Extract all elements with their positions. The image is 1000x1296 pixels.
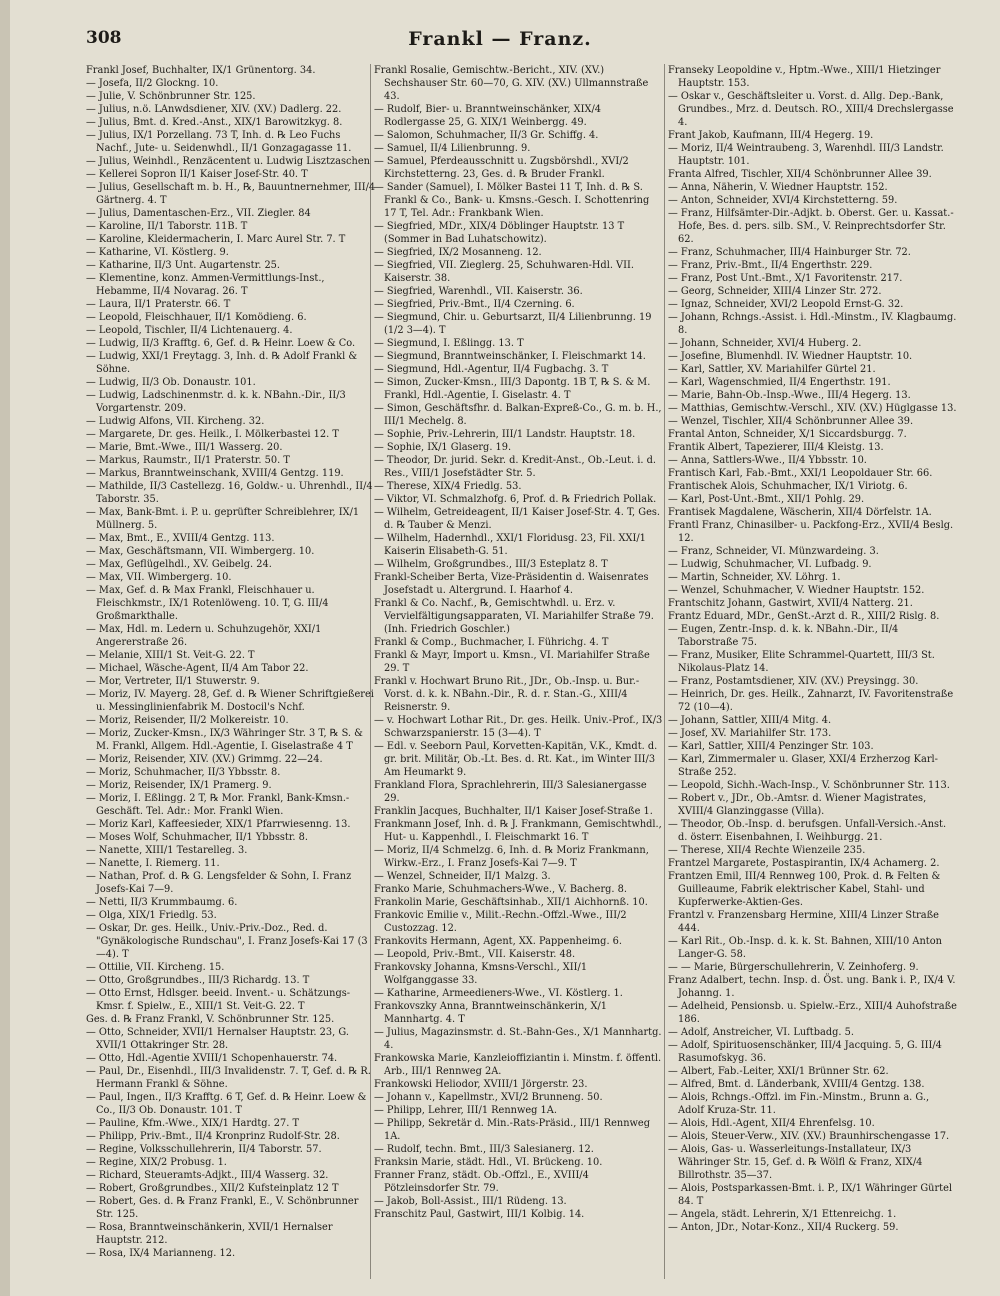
- directory-entry: — Kellerei Sopron II/1 Kaiser Josef-Str. 40. T: [86, 169, 308, 180]
- entry-list: [86, 64, 376, 1260]
- directory-entry: — Karl, Post-Unt.-Bmt., XII/1 Pohlg. 29.: [668, 494, 865, 505]
- directory-entry: — Moriz Karl, Kaffeesieder, XIX/1 Pfarrwiesenng. 13.: [86, 819, 351, 830]
- directory-entry: — Nanette, I. Riemerg. 11.: [86, 858, 220, 869]
- directory-entry: — Moriz, IV. Mayerg. 28, Gef. d. ℞ Wiener Schriftgießerei u. Messinglinienfabrik M. Dostocil's Nchf.: [86, 689, 374, 713]
- directory-entry: — Sophie, Priv.-Lehrerin, III/1 Landstr. Hauptstr. 18.: [374, 429, 636, 440]
- directory-entry: — Michael, Wäsche-Agent, II/4 Am Tabor 22.: [86, 663, 309, 674]
- directory-entry: Frankland Flora, Sprachlehrerin, III/3 Salesianergasse 29.: [374, 780, 647, 804]
- directory-entry: — Katharine, II/3 Unt. Augartenstr. 25.: [86, 260, 281, 271]
- directory-entry: — Melanie, XIII/1 St. Veit-G. 22. T: [86, 650, 255, 661]
- directory-entry: — Julie, V. Schönbrunner Str. 125.: [86, 91, 256, 102]
- page-header: [0, 28, 1000, 58]
- directory-entry: Franta Alfred, Tischler, XII/4 Schönbrunner Allee 39.: [668, 169, 932, 180]
- directory-entry: — Margarete, Dr. ges. Heilk., I. Mölkerbastei 12. T: [86, 429, 339, 440]
- directory-entry: Frantisek Magdalene, Wäscherin, XII/4 Dörfelstr. 1A.: [668, 507, 932, 518]
- directory-entry: Frankowska Marie, Kanzleioffiziantin i. Minstm. f. öffentl. Arb., III/1 Rennweg 2A.: [374, 1053, 662, 1077]
- directory-entry: — Anna, Näherin, V. Wiedner Hauptstr. 152.: [668, 182, 888, 193]
- directory-entry: — Leopold, Tischler, II/4 Lichtenauerg. 4.: [86, 325, 293, 336]
- directory-entry: — Georg, Schneider, XIII/4 Linzer Str. 272.: [668, 286, 882, 297]
- directory-entry: — Karl, Sattler, XIII/4 Penzinger Str. 103.: [668, 741, 874, 752]
- directory-entry: Franschitz Paul, Gastwirt, III/1 Kolbig. 14.: [374, 1209, 585, 1220]
- directory-entry: — Regine, XIX/2 Probusg. 1.: [86, 1157, 227, 1168]
- directory-entry: — Johann v., Kapellmstr., XVI/2 Brunneng. 50.: [374, 1092, 603, 1103]
- directory-entry: — Markus, Raumstr., II/1 Praterstr. 50. T: [86, 455, 290, 466]
- directory-entry: — Leopold, Fleischhauer, II/1 Komödieng. 6.: [86, 312, 307, 323]
- directory-entry: — Siegmund, I. Eßlingg. 13. T: [374, 338, 524, 349]
- directory-entry: — Johann, Sattler, XIII/4 Mitg. 4.: [668, 715, 832, 726]
- entry-list: [668, 64, 958, 1234]
- directory-entry: — Richard, Steueramts-Adjkt., III/4 Wasserg. 32.: [86, 1170, 329, 1181]
- directory-entry: — Philipp, Priv.-Bmt., II/4 Kronprinz Rudolf-Str. 28.: [86, 1131, 340, 1142]
- directory-entry: — Ludwig, II/3 Ob. Donaustr. 101.: [86, 377, 256, 388]
- directory-entry: — Julius, Weinhdl., Renzäcentent u. Ludwig Lisztzaschen: [86, 156, 370, 167]
- directory-entry: Frankl v. Hochwart Bruno Rit., JDr., Ob.-Insp. u. Bur.-Vorst. d. k. k. NBahn.-Dir., R. d. r. Stan.-G., XIII/4 Reisnerstr. 9.: [374, 676, 640, 713]
- directory-entry: — Otto, Schneider, XVII/1 Hernalser Hauptstr. 23, G. XVII/1 Ottakringer Str. 28.: [86, 1027, 349, 1051]
- directory-entry: — Franz, Schneider, VI. Münzwardeing. 3.: [668, 546, 879, 557]
- directory-entry: — Robert, Ges. d. ℞ Franz Frankl, E., V. Schönbrunner Str. 125.: [86, 1196, 359, 1220]
- directory-entry: Frankmann Josef, Inh. d. ℞ J. Frankmann, Gemischtwhdl., Hut- u. Kappenhdl., I. Fleischmarkt 16. T: [374, 819, 662, 843]
- directory-entry: — Moriz, Schuhmacher, II/3 Ybbsstr. 8.: [86, 767, 281, 778]
- directory-entry: Frantik Albert, Tapezierer, III/4 Kleistg. 13.: [668, 442, 884, 453]
- directory-entry: — Regine, Volksschullehrerin, II/4 Taborstr. 57.: [86, 1144, 322, 1155]
- directory-entry: Frankovsky Johanna, Kmsns-Verschl., XII/1 Wolfganggasse 33.: [374, 962, 588, 986]
- directory-entry: — Otto, Großgrundbes., III/3 Richardg. 13. T: [86, 975, 310, 986]
- directory-entry: — Siegfried, VII. Zieglerg. 25, Schuhwaren-Hdl. VII. Kaiserstr. 38.: [374, 260, 634, 284]
- directory-entry: — Ignaz, Schneider, XVI/2 Leopold Ernst-G. 32.: [668, 299, 904, 310]
- directory-entry: — Julius, Bmt. d. Kred.-Anst., XIX/1 Barowitzkyg. 8.: [86, 117, 343, 128]
- directory-entry: — Karl, Wagenschmied, II/4 Engerthstr. 191.: [668, 377, 891, 388]
- directory-entry: — Adolf, Spirituosenschänker, III/4 Jacquing. 5, G. III/4 Rasumofskyg. 36.: [668, 1040, 942, 1064]
- directory-entry: — Mor, Vertreter, II/1 Stuwerstr. 9.: [86, 676, 260, 687]
- directory-entry: — Viktor, VI. Schmalzhofg. 6, Prof. d. ℞ Friedrich Pollak.: [374, 494, 657, 505]
- directory-entry: Frankl & Comp., Buchmacher, I. Führichg. 4. T: [374, 637, 609, 648]
- directory-entry: Frantzel Margarete, Postaspirantin, IX/4 Achamerg. 2.: [668, 858, 940, 869]
- directory-entry: — Theodor, Dr. jurid. Sekr. d. Kredit-Anst., Ob.-Leut. i. d. Res., VIII/1 Josefstädter Str. 5.: [374, 455, 656, 479]
- directory-entry: Franz Adalbert, techn. Insp. d. Öst. ung. Bank i. P., IX/4 V. Johanng. 1.: [668, 975, 956, 999]
- directory-entry: Franseky Leopoldine v., Hptm.-Wwe., XIII/1 Hietzinger Hauptstr. 153.: [668, 65, 941, 89]
- directory-entry: — Max, Geschäftsmann, VII. Wimbergerg. 10.: [86, 546, 315, 557]
- directory-entry: Frankowski Heliodor, XVIII/1 Jörgerstr. 23.: [374, 1079, 588, 1090]
- column-divider: [664, 64, 665, 1279]
- directory-entry: Frankolin Marie, Geschäftsinhab., XII/1 Aichhornß. 10.: [374, 897, 648, 908]
- directory-entry: — Ludwig, Ladschinenmstr. d. k. k. NBahn.-Dir., II/3 Vorgartenstr. 209.: [86, 390, 346, 414]
- directory-entry: — Julius, Magazinsmstr. d. St.-Bahn-Ges., X/1 Mannhartg. 4.: [374, 1027, 662, 1051]
- directory-entry: — Wenzel, Schuhmacher, V. Wiedner Hauptstr. 152.: [668, 585, 925, 596]
- directory-entry: — Ludwig Alfons, VII. Kircheng. 32.: [86, 416, 265, 427]
- directory-entry: — Moriz, Reisender, II/2 Molkereistr. 10.: [86, 715, 289, 726]
- directory-entry: — Siegfried, MDr., XIX/4 Döblinger Hauptstr. 13 T (Sommer in Bad Luhatschowitz).: [374, 221, 625, 245]
- directory-entry: — Leopold, Priv.-Bmt., VII. Kaiserstr. 48.: [374, 949, 576, 960]
- directory-entry: — Paul, Ingen., II/3 Krafftg. 6 T, Gef. d. ℞ Heinr. Loew & Co., II/3 Ob. Donaustr. 101. T: [86, 1092, 367, 1116]
- directory-entry: — Siegfried, IX/2 Mosanneng. 12.: [374, 247, 542, 258]
- directory-entry: — Marie, Bmt.-Wwe., III/1 Wasserg. 20.: [86, 442, 283, 453]
- directory-entry: — Salomon, Schuhmacher, II/3 Gr. Schiffg. 4.: [374, 130, 599, 141]
- directory-entry: — Johann, Rchngs.-Assist. i. Hdl.-Minstm., IV. Klagbaumg. 8.: [668, 312, 957, 336]
- directory-entry: — Moriz, II/4 Schmelzg. 6, Inh. d. ℞ Moriz Frankmann, Wirkw.-Erz., I. Franz Josefs-Kai 7—9. T: [374, 845, 649, 869]
- directory-entry: — Jakob, Boll-Assist., III/1 Rüdeng. 13.: [374, 1196, 567, 1207]
- directory-entry: — Alois, Gas- u. Wasserleitungs-Installateur, IX/3 Währinger Str. 15, Gef. d. ℞ Wölfl & Franz, XIX/4 Billrothstr. 35—37.: [668, 1144, 923, 1181]
- directory-entry: — Pauline, Kfm.-Wwe., XIX/1 Hardtg. 27. T: [86, 1118, 300, 1129]
- directory-entry: Frankovits Hermann, Agent, XX. Pappenheimg. 6.: [374, 936, 623, 947]
- page-edge-shadow: [0, 0, 10, 1296]
- directory-entry: — Franz, Musiker, Elite Schrammel-Quartett, III/3 St. Nikolaus-Platz 14.: [668, 650, 935, 674]
- directory-entry: — Rudolf, Bier- u. Branntweinschänker, XIX/4 Rodlergasse 25, G. XIX/1 Weinbergg. 49.: [374, 104, 601, 128]
- directory-entry: — Rosa, IX/4 Marianneng. 12.: [86, 1248, 236, 1259]
- directory-entry: — Josefa, II/2 Glockng. 10.: [86, 78, 219, 89]
- directory-entry: — Therese, XII/4 Rechte Wienzeile 235.: [668, 845, 866, 856]
- directory-entry: Ges. d. ℞ Franz Frankl, V. Schönbrunner Str. 125.: [86, 1014, 335, 1025]
- page-number: 308: [86, 28, 122, 48]
- column-1: [86, 64, 376, 1279]
- directory-entry: — Katharine, VI. Köstlerg. 9.: [86, 247, 229, 258]
- directory-entry: — Franz, Priv.-Bmt., II/4 Engerthstr. 229.: [668, 260, 873, 271]
- directory-entry: — Wenzel, Schneider, II/1 Malzg. 3.: [374, 871, 551, 882]
- directory-entry: Frankl Josef, Buchhalter, IX/1 Grünentorg. 34.: [86, 65, 316, 76]
- directory-entry: — Karoline, Kleidermacherin, I. Marc Aurel Str. 7. T: [86, 234, 346, 245]
- directory-entry: — Johann, Schneider, XVI/4 Huberg. 2.: [668, 338, 862, 349]
- directory-entry: — Anna, Sattlers-Wwe., II/4 Ybbsstr. 10.: [668, 455, 867, 466]
- directory-entry: — Ludwig, II/3 Krafftg. 6, Gef. d. ℞ Heinr. Loew & Co.: [86, 338, 356, 349]
- entry-list: [374, 64, 664, 1221]
- directory-entry: Frankl & Co. Nachf., ℞, Gemischtwhdl. u. Erz. v. Vervielfältigungsapparaten, VI. Mariahilfer Straße 79. (Inh. Friedrich Goschler.): [374, 598, 654, 635]
- directory-entry: — Angela, städt. Lehrerin, X/1 Ettenreichg. 1.: [668, 1209, 897, 1220]
- directory-entry: — Otto, Hdl.-Agentie XVIII/1 Schopenhauerstr. 74.: [86, 1053, 338, 1064]
- directory-entry: — Philipp, Sekretär d. Min.-Rats-Präsid., III/1 Rennweg 1A.: [374, 1118, 650, 1142]
- directory-entry: — Otto Ernst, Hdlsger. beeid. Invent.- u. Schätzungs-Kmsr. f. Spielw., E., XIII/1 St. Veit-G. 22. T: [86, 988, 351, 1012]
- directory-entry: — Max, VII. Wimbergerg. 10.: [86, 572, 232, 583]
- directory-entry: — Wilhelm, Hadernhdl., XXI/1 Floridusg. 23, Fil. XXI/1 Kaiserin Elisabeth-G. 51.: [374, 533, 646, 557]
- directory-entry: — Karl, Sattler, XV. Mariahilfer Gürtel 21.: [668, 364, 876, 375]
- running-head: Frankl — Franz.: [408, 28, 592, 50]
- directory-entry: — Anton, JDr., Notar-Konz., XII/4 Ruckerg. 59.: [668, 1222, 899, 1233]
- directory-entry: — Matthias, Gemischtw.-Verschl., XIV. (XV.) Hüglgasse 13.: [668, 403, 957, 414]
- directory-entry: — Wenzel, Tischler, XII/4 Schönbrunner Allee 39.: [668, 416, 914, 427]
- directory-entry: — Julius, Gesellschaft m. b. H., ℞, Bauuntnernehmer, III/4 Gärtnerg. 4. T: [86, 182, 376, 206]
- directory-entry: — Eugen, Zentr.-Insp. d. k. k. NBahn.-Dir., II/4 Taborstraße 75.: [668, 624, 899, 648]
- directory-entry: Frantzen Emil, III/4 Rennweg 100, Prok. d. ℞ Felten & Guilleaume, Fabrik elektrischer Kabel, Stahl- und Kupferwerke-Aktien-Ges.: [668, 871, 941, 908]
- directory-entry: — Sander (Samuel), I. Mölker Bastei 11 T, Inh. d. ℞ S. Frankl & Co., Bank- u. Kmsns.-Gesch. I. Schottenring 17 T, Tel. Adr.: Frankbank Wien.: [374, 182, 650, 219]
- directory-entry: — Netti, II/3 Krummbaumg. 6.: [86, 897, 238, 908]
- directory-entry: — Alois, Hdl.-Agent, XII/4 Ehrenfelsg. 10.: [668, 1118, 875, 1129]
- directory-entry: — Katharine, Armeedieners-Wwe., VI. Köstlerg. 1.: [374, 988, 623, 999]
- directory-entry: — Moses Wolf, Schuhmacher, II/1 Ybbsstr. 8.: [86, 832, 309, 843]
- directory-entry: — Franz, Postamtsdiener, XIV. (XV.) Preysingg. 30.: [668, 676, 919, 687]
- directory-entry: — Sophie, IX/1 Glaserg. 19.: [374, 442, 512, 453]
- directory-entry: Frantischek Alois, Schuhmacher, IX/1 Viriotg. 6.: [668, 481, 908, 492]
- directory-entry: — Siegmund, Hdl.-Agentur, II/4 Fugbachg. 3. T: [374, 364, 609, 375]
- directory-entry: — Martin, Schneider, XV. Löhrg. 1.: [668, 572, 841, 583]
- directory-entry: — Marie, Bahn-Ob.-Insp.-Wwe., III/4 Hegerg. 13.: [668, 390, 911, 401]
- directory-entry: — Theodor, Ob.-Insp. d. berufsgen. Unfall-Versich.-Anst. d. österr. Eisenbahnen, I. Weihburgg. 21.: [668, 819, 947, 843]
- directory-entry: — Mathilde, II/3 Castellezg. 16, Goldw.- u. Uhrenhdl., II/4 Taborstr. 35.: [86, 481, 373, 505]
- directory-entry: — Karl Rit., Ob.-Insp. d. k. k. St. Bahnen, XIII/10 Anton Langer-G. 58.: [668, 936, 942, 960]
- directory-entry: — Oskar v., Geschäftsleiter u. Vorst. d. Allg. Dep.-Bank, Grundbes., Mrz. d. Deutsch. RO., XIII/4 Drechslergasse 4.: [668, 91, 954, 128]
- directory-entry: — Nathan, Prof. d. ℞ G. Lengsfelder & Sohn, I. Franz Josefs-Kai 7—9.: [86, 871, 352, 895]
- directory-entry: — Karl, Zimmermaler u. Glaser, XXI/4 Erzherzog Karl-Straße 252.: [668, 754, 938, 778]
- directory-entry: — Franz, Post Unt.-Bmt., X/1 Favoritenstr. 217.: [668, 273, 903, 284]
- directory-entry: — Markus, Branntweinschank, XVIII/4 Gentzg. 119.: [86, 468, 344, 479]
- directory-entry: Franklin Jacques, Buchhalter, II/1 Kaiser Josef-Straße 1.: [374, 806, 653, 817]
- directory-entry: — Leopold, Sichh.-Wach-Insp., V. Schönbrunner Str. 113.: [668, 780, 950, 791]
- directory-entry: — Wilhelm, Getreideagent, II/1 Kaiser Josef-Str. 4. T, Ges. d. ℞ Tauber & Menzi.: [374, 507, 661, 531]
- directory-entry: — Franz, Schuhmacher, III/4 Hainburger Str. 72.: [668, 247, 911, 258]
- directory-entry: — Wilhelm, Großgrundbes., III/3 Esteplatz 8. T: [374, 559, 608, 570]
- directory-entry: — Edl. v. Seeborn Paul, Korvetten-Kapitän, V.K., Kmdt. d. gr. brit. Militär, Ob.-Lt. Bes. d. Rt. Kat., im Winter III/3 Am Heumarkt 9.: [374, 741, 658, 778]
- directory-entry: — Alois, Steuer-Verw., XIV. (XV.) Braunhirschengasse 17.: [668, 1131, 950, 1142]
- directory-entry: — Alois, Postsparkassen-Bmt. i. P., IX/1 Währinger Gürtel 84. T: [668, 1183, 953, 1207]
- directory-entry: — Siegfried, Priv.-Bmt., II/4 Czerning. 6.: [374, 299, 575, 310]
- directory-entry: — Simon, Zucker-Kmsn., III/3 Dapontg. 1B T, ℞ S. & M. Frankl, Hdl.-Agentie, I. Giselastr. 4. T: [374, 377, 651, 401]
- column-2: [374, 64, 664, 1279]
- directory-entry: — Josef, XV. Mariahilfer Str. 173.: [668, 728, 832, 739]
- directory-entry: — Simon, Geschäftsfhr. d. Balkan-Expreß-Co., G. m. b. H., III/1 Mechelg. 8.: [374, 403, 662, 427]
- directory-entry: — Siegmund, Chir. u. Geburtsarzt, II/4 Lilienbrunng. 19 (1/2 3—4). T: [374, 312, 652, 336]
- directory-entry: — Adelheid, Pensionsb. u. Spielw.-Erz., XIII/4 Auhofstraße 186.: [668, 1001, 957, 1025]
- directory-entry: — Julius, Damentaschen-Erz., VII. Ziegler. 84: [86, 208, 311, 219]
- directory-entry: Franko Marie, Schuhmachers-Wwe., V. Bacherg. 8.: [374, 884, 627, 895]
- directory-entry: — Franz, Hilfsämter-Dir.-Adjkt. b. Oberst. Ger. u. Kassat.-Hofe, Bes. d. pers. silb. SM., V. Reinprechtsdorfer Str. 62.: [668, 208, 954, 245]
- directory-entry: Frantisch Karl, Fab.-Bmt., XXI/1 Leopoldauer Str. 66.: [668, 468, 933, 479]
- directory-entry: — Adolf, Anstreicher, VI. Luftbadg. 5.: [668, 1027, 854, 1038]
- directory-entry: Frankovic Emilie v., Milit.-Rechn.-Offzl.-Wwe., III/2 Custozzag. 12.: [374, 910, 627, 934]
- directory-entry: — Max, Bank-Bmt. i. P. u. geprüfter Schreiblehrer, IX/1 Müllnerg. 5.: [86, 507, 360, 531]
- directory-entry: — Laura, II/1 Praterstr. 66. T: [86, 299, 231, 310]
- directory-entry: — Rudolf, techn. Bmt., III/3 Salesianerg. 12.: [374, 1144, 594, 1155]
- directory-entry: — Moriz, Reisender, XIV. (XV.) Grimmg. 22—24.: [86, 754, 323, 765]
- directory-entry: Frantal Anton, Schneider, X/1 Siccardsburgg. 7.: [668, 429, 907, 440]
- directory-entry: Frantschitz Johann, Gastwirt, XVII/4 Natterg. 21.: [668, 598, 913, 609]
- directory-entry: Frankl Rosalie, Gemischtw.-Bericht., XIV. (XV.) Sechshauser Str. 60—70, G. XIV. (XV.) Ullmannstraße 43.: [374, 65, 649, 102]
- directory-entry: Frantl Franz, Chinasilber- u. Packfong-Erz., XVII/4 Beslg. 12.: [668, 520, 954, 544]
- directory-entry: — v. Hochwart Lothar Rit., Dr. ges. Heilk. Univ.-Prof., IX/3 Schwarzspanierstr. 15 (3—4). T: [374, 715, 663, 739]
- directory-entry: — Karoline, II/1 Taborstr. 11B. T: [86, 221, 248, 232]
- directory-entry: — Paul, Dr., Eisenhdl., III/3 Invalidenstr. 7. T, Gef. d. ℞ R. Hermann Frankl & Söhne.: [86, 1066, 371, 1090]
- directory-entry: — Therese, XIX/4 Friedlg. 53.: [374, 481, 522, 492]
- directory-entry: — Siegmund, Branntweinschänker, I. Fleischmarkt 14.: [374, 351, 646, 362]
- directory-entry: — Moriz, II/4 Weintraubeng. 3, Warenhdl. III/3 Landstr. Hauptstr. 101.: [668, 143, 944, 167]
- directory-entry: — Alois, Rchngs.-Offzl. im Fin.-Minstm., Brunn a. G., Adolf Kruza-Str. 11.: [668, 1092, 930, 1116]
- directory-entry: — Moriz, Reisender, IX/1 Pramerg. 9.: [86, 780, 272, 791]
- directory-entry: — Ludwig, Schuhmacher, VI. Lufbadg. 9.: [668, 559, 872, 570]
- directory-entry: — Alfred, Bmt. d. Länderbank, XVIII/4 Gentzg. 138.: [668, 1079, 925, 1090]
- directory-entry: — Robert v., JDr., Ob.-Amtsr. d. Wiener Magistrates, XVIII/4 Glanzinggasse (Villa).: [668, 793, 927, 817]
- directory-entry: Franner Franz, städt. Ob.-Offzl., E., XVIII/4 Pötzleinsdorfer Str. 79.: [374, 1170, 589, 1194]
- directory-entry: — Josefine, Blumenhdl. IV. Wiedner Hauptstr. 10.: [668, 351, 913, 362]
- directory-entry: Franksin Marie, städt. Hdl., VI. Brückeng. 10.: [374, 1157, 603, 1168]
- directory-entry: — Ludwig, XXI/1 Freytagg. 3, Inh. d. ℞ Adolf Frankl & Söhne.: [86, 351, 358, 375]
- directory-entry: — Philipp, Lehrer, III/1 Rennweg 1A.: [374, 1105, 557, 1116]
- directory-entry: — Samuel, Pferdeausschnitt u. Zugsbörshdl., XVI/2 Kirchstetterng. 23, Ges. d. ℞ Bruder Frankl.: [374, 156, 629, 180]
- directory-entry: — Nanette, XIII/1 Testarelleg. 3.: [86, 845, 248, 856]
- directory-entry: Frantz Eduard, MDr., GenSt.-Arzt d. R., XIII/2 Rislg. 8.: [668, 611, 940, 622]
- directory-entry: — Rosa, Branntweinschänkerin, XVII/1 Hernalser Hauptstr. 212.: [86, 1222, 333, 1246]
- directory-entry: Frant Jakob, Kaufmann, III/4 Hegerg. 19.: [668, 130, 874, 141]
- directory-entry: — Olga, XIX/1 Friedlg. 53.: [86, 910, 217, 921]
- directory-entry: — Heinrich, Dr. ges. Heilk., Zahnarzt, IV. Favoritenstraße 72 (10—4).: [668, 689, 954, 713]
- directory-entry: — Robert, Großgrundbes., XII/2 Kufsteinplatz 12 T: [86, 1183, 339, 1194]
- directory-entry: — Ottilie, VII. Kircheng. 15.: [86, 962, 225, 973]
- directory-entry: — Moriz, I. Eßlingg. 2 T, ℞ Mor. Frankl, Bank-Kmsn.-Geschäft. Tel. Adr.: Mor. Frankl Wien.: [86, 793, 350, 817]
- directory-entry: — Albert, Fab.-Leiter, XXI/1 Brünner Str. 62.: [668, 1066, 889, 1077]
- directory-entry: — — Marie, Bürgerschullehrerin, V. Zeinhoferg. 9.: [668, 962, 919, 973]
- directory-entry: — Max, Geflügelhdl., XV. Geibelg. 24.: [86, 559, 272, 570]
- directory-entry: — Oskar, Dr. ges. Heilk., Univ.-Priv.-Doz., Red. d. "Gynäkologische Rundschau", I. Franz Josefs-Kai 17 (3—4). T: [86, 923, 368, 960]
- directory-entry: — Moriz, Zucker-Kmsn., IX/3 Währinger Str. 3 T, ℞ S. & M. Frankl, Allgem. Hdl.-Agentie, I. Giselastraße 4 T: [86, 728, 363, 752]
- directory-entry: Frankovszky Anna, Branntweinschänkerin, X/1 Mannhartg. 4. T: [374, 1001, 608, 1025]
- directory-entry: Frankl & Mayr, Import u. Kmsn., VI. Mariahilfer Straße 29. T: [374, 650, 650, 674]
- column-3: [668, 64, 958, 1279]
- directory-entry: — Julius, IX/1 Porzellang. 73 T, Inh. d. ℞ Leo Fuchs Nachf., Jute- u. Seidenwhdl., II/1 Gonzagagasse 11.: [86, 130, 352, 154]
- directory-entry: — Max, Hdl. m. Ledern u. Schuhzugehör, XXI/1 Angererstraße 26.: [86, 624, 322, 648]
- directory-entry: — Klementine, konz. Ammen-Vermittlungs-Inst., Hebamme, II/4 Novarag. 26. T: [86, 273, 325, 297]
- directory-entry: — Samuel, II/4 Lilienbrunng. 9.: [374, 143, 531, 154]
- directory-entry: — Siegfried, Warenhdl., VII. Kaiserstr. 36.: [374, 286, 583, 297]
- directory-entry: Frankl-Scheiber Berta, Vize-Präsidentin d. Waisenrates Josefstadt u. Altergrund. I. Haarhof 4.: [374, 572, 649, 596]
- directory-entry: — Max, Bmt., E., XVIII/4 Gentzg. 113.: [86, 533, 275, 544]
- directory-entry: — Julius, n.ö. LAnwdsdiener, XIV. (XV.) Dadlerg. 22.: [86, 104, 342, 115]
- directory-entry: — Anton, Schneider, XVI/4 Kirchstetterng. 59.: [668, 195, 898, 206]
- directory-entry: — Max, Gef. d. ℞ Max Frankl, Fleischhauer u. Fleischkmstr., IX/1 Rotenlöweng. 10. T, G. III/4 Großmarkthalle.: [86, 585, 329, 622]
- directory-entry: Frantzl v. Franzensbarg Hermine, XIII/4 Linzer Straße 444.: [668, 910, 939, 934]
